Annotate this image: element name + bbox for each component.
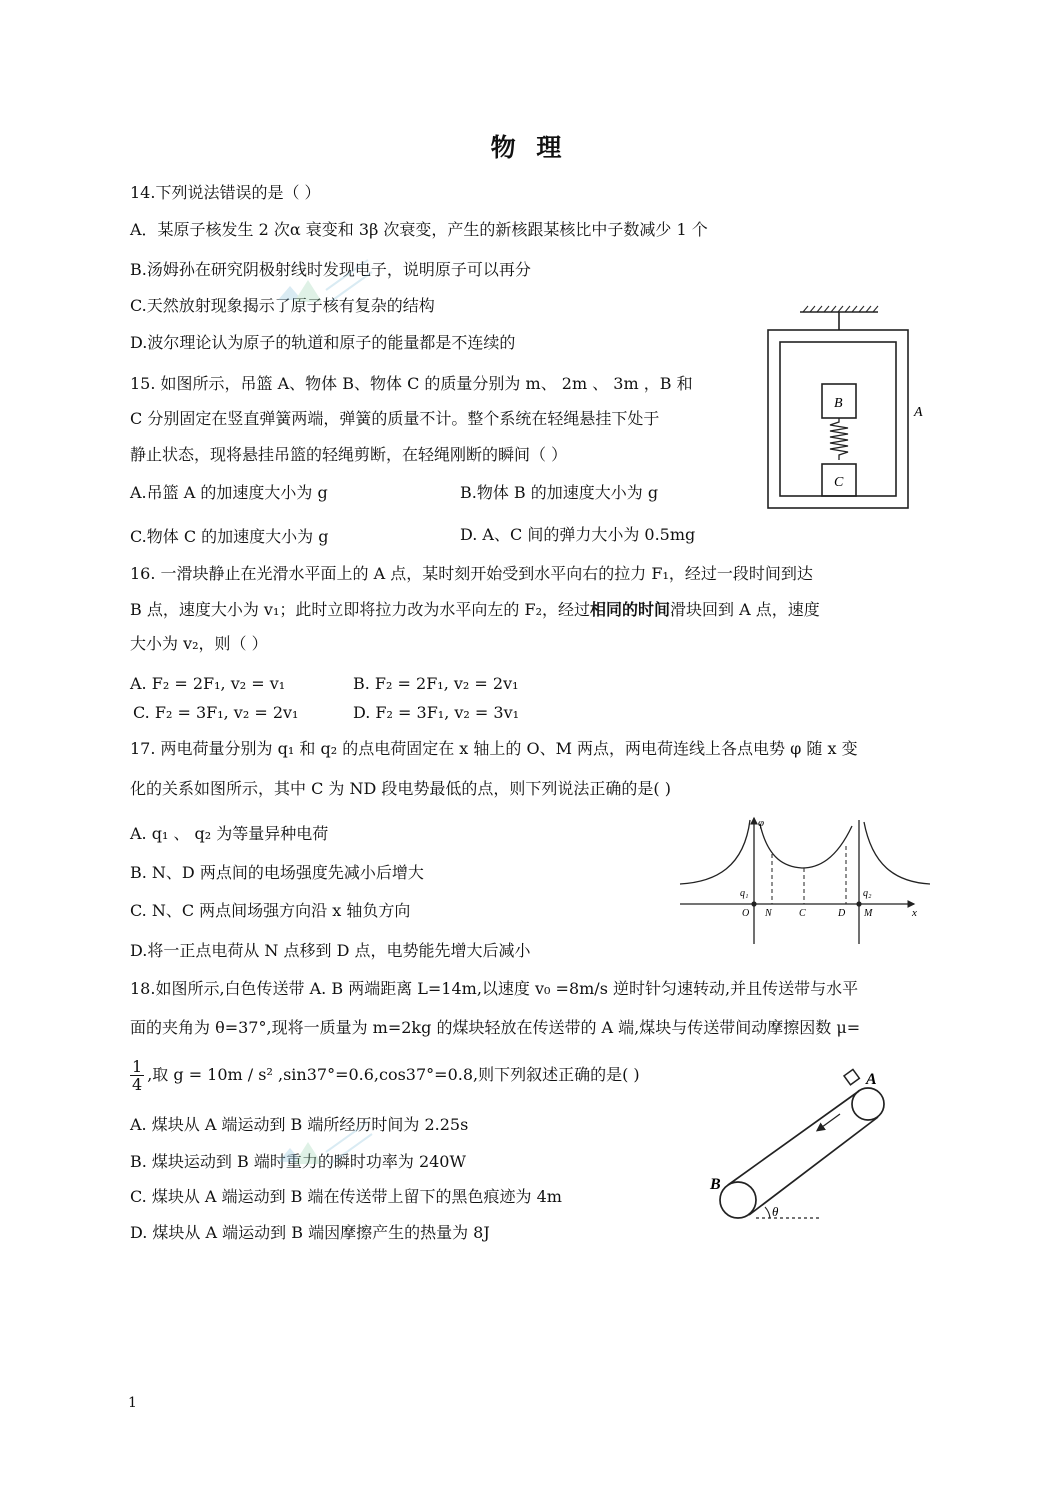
basket-inner [780, 342, 896, 496]
belt-upper [728, 1091, 859, 1185]
q15-line-3: 静止状态，现将悬挂吊篮的轻绳剪断，在轻绳刚断的瞬间（ ） [130, 445, 568, 464]
ceiling-hatch [803, 306, 878, 312]
q17-line-1: 17. 两电荷量分别为 q₁ 和 q₂ 的点电荷固定在 x 轴上的 O、M 两点，两电荷连线上各点电势 φ 随 x 变 [130, 739, 858, 758]
q16-line-1: 16. 一滑块静止在光滑水平面上的 A 点，某时刻开始受到水平向右的拉力 F₁，经过一段时间到达 [130, 564, 813, 583]
q18-option-d: D. 煤块从 A 端运动到 B 端因摩擦产生的热量为 8J [130, 1223, 490, 1242]
belt-lower [749, 1117, 878, 1215]
charge-q1 [751, 901, 756, 906]
q18-option-c: C. 煤块从 A 端运动到 B 端在传送带上留下的黑色痕迹为 4m [130, 1187, 562, 1206]
o-label: O [742, 908, 750, 919]
q14-option-c: C.天然放射现象揭示了原子核有复杂的结构 [130, 296, 435, 315]
q16-line-3: 大小为 v₂，则（ ） [130, 634, 268, 653]
curve-left [680, 820, 750, 884]
q1-label: q₁ [740, 888, 749, 899]
q17-option-c: C. N、C 两点间场强方向沿 x 轴负方向 [130, 901, 411, 920]
curve-right [864, 822, 930, 884]
q18-line-3 [130, 1058, 640, 1093]
page-number: 1 [128, 1395, 137, 1411]
q14-stem: 14.下列说法错误的是（ ） [130, 183, 321, 202]
q15-line-1: 15. 如图所示，吊篮 A、物体 B、物体 C 的质量分别为 m、 2m 、 3m ，B 和 [130, 374, 693, 393]
label-a: A [866, 1071, 877, 1088]
q16-option-c: C. F₂ = 3F₁, v₂ = 2v₁ [133, 703, 299, 722]
q14-option-b: B.汤姆孙在研究阴极射线时发现电子，说明原子可以再分 [130, 260, 531, 279]
curve-middle [760, 824, 852, 868]
x-label: x [912, 907, 917, 919]
angle-arc [765, 1207, 770, 1218]
q16-line-2-pre: B 点，速度大小为 v₁；此时立即将拉力改为水平向左的 F₂，经过 [130, 600, 590, 619]
d-label: D [838, 908, 846, 919]
q15-option-b: B.物体 B 的加速度大小为 g [460, 483, 659, 502]
q18-option-a: A. 煤块从 A 端运动到 B 端所经历时间为 2.25s [130, 1115, 469, 1134]
q2-label: q₂ [863, 888, 872, 899]
q16-option-b: B. F₂ = 2F₁, v₂ = 2v₁ [353, 674, 519, 693]
q18-line-2: 面的夹角为 θ=37°,现将一质量为 m=2kg 的煤块轻放在传送带的 A 端,煤块与传送带间动摩擦因数 μ= [130, 1018, 861, 1037]
q17-potential-graph [676, 812, 936, 948]
phi-label: φ [758, 817, 765, 829]
coal-block [844, 1069, 859, 1084]
c-label: C [799, 908, 806, 919]
q15-line-2: C 分别固定在竖直弹簧两端，弹簧的质量不计。整个系统在轻绳悬挂下处于 [130, 409, 660, 428]
q14-option-a: A．某原子核发生 2 次α 衰变和 3β 次衰变，产生的新核跟某核比中子数减少 1 个 [130, 220, 708, 239]
label-theta: θ [772, 1204, 779, 1219]
q15-option-a: A.吊篮 A 的加速度大小为 g [130, 483, 328, 502]
label-a: A [914, 405, 923, 420]
pulley-b [720, 1182, 756, 1218]
label-b: B [710, 1176, 721, 1193]
q18-conveyor-figure [700, 1064, 890, 1226]
q16-line-2 [130, 599, 820, 621]
q18-line-1: 18.如图所示,白色传送带 A. B 两端距离 L=14m,以速度 v₀ =8m/s 逆时针匀速转动,并且传送带与水平 [130, 979, 859, 998]
n-label: N [765, 908, 772, 919]
q17-line-2: 化的关系如图所示，其中 C 为 ND 段电势最低的点，则下列说法正确的是( ) [130, 779, 671, 798]
spring [830, 418, 848, 460]
q16-line-2-post: 滑块回到 A 点，速度 [670, 600, 820, 619]
q18-option-b: B. 煤块运动到 B 端时重力的瞬时功率为 240W [130, 1152, 466, 1171]
q14-option-d: D.波尔理论认为原子的轨道和原子的能量都是不连续的 [130, 333, 516, 352]
q15-option-c: C.物体 C 的加速度大小为 g [130, 527, 329, 546]
q15-basket-figure [760, 300, 940, 520]
q16-option-a: A. F₂ = 2F₁, v₂ = v₁ [130, 674, 286, 693]
q16-option-d: D. F₂ = 3F₁, v₂ = 3v₁ [353, 703, 520, 722]
page-title: 物 理 [490, 133, 568, 162]
q15-option-d: D. A、C 间的弹力大小为 0.5mg [460, 525, 696, 544]
label-c: C [834, 475, 844, 490]
charge-q2 [856, 901, 861, 906]
q16-emphasis: 相同的时间 [590, 600, 671, 619]
mu-fraction: $\frac{1}{4}$ [132, 1057, 143, 1094]
m-label: M [864, 908, 873, 919]
direction-arrow [818, 1114, 840, 1130]
q17-option-a: A. q₁ 、 q₂ 为等量异种电荷 [130, 824, 329, 843]
q18-line-3-text: ,取 g = 10m / s² ,sin37°=0.6,cos37°=0.8,则下列叙述正确的是( ) [147, 1065, 640, 1084]
q17-option-d: D.将一正点电荷从 N 点移到 D 点，电势能先增大后减小 [130, 941, 531, 960]
label-b: B [834, 396, 843, 411]
q17-option-b: B. N、D 两点间的电场强度先减小后增大 [130, 863, 424, 882]
